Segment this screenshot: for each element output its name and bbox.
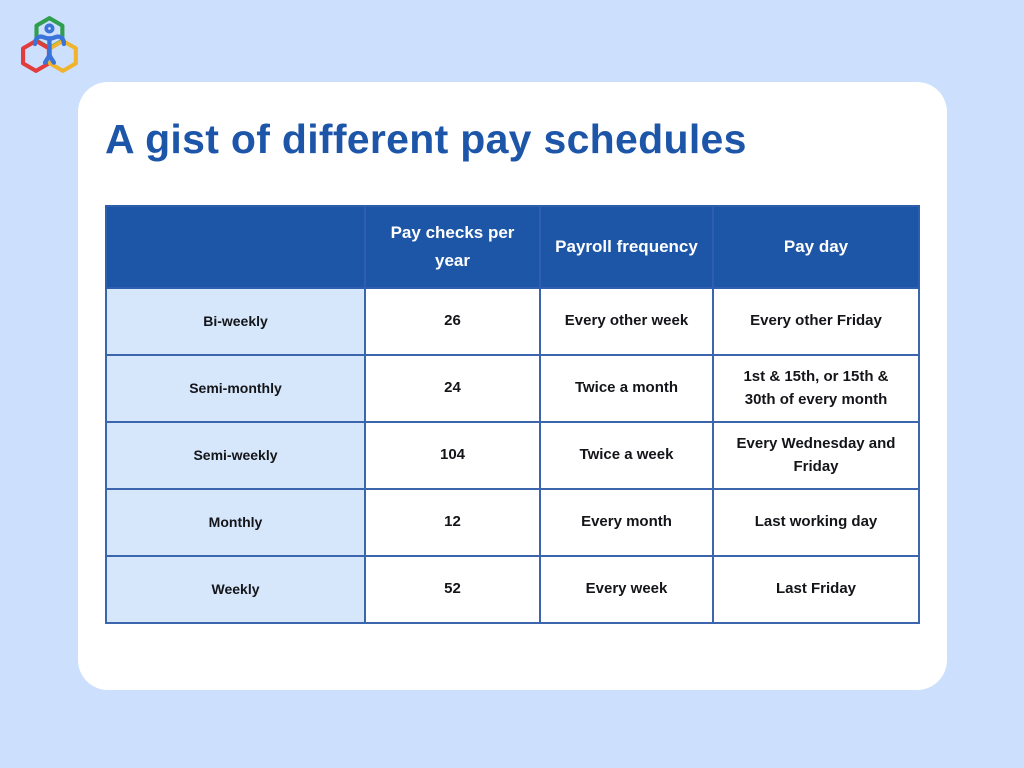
table-row-monthly <box>106 489 919 556</box>
header-cell-empty <box>106 206 365 288</box>
row-label-biweekly: Bi-weekly <box>106 288 365 355</box>
cell-weekly-payday: Last Friday <box>713 556 919 623</box>
row-label-monthly: Monthly <box>106 489 365 556</box>
table-row-biweekly <box>106 288 919 355</box>
cell-biweekly-frequency: Every other week <box>540 288 713 355</box>
row-label-semiweekly: Semi-weekly <box>106 422 365 489</box>
table-header-row <box>106 206 919 288</box>
header-cell-pay-day: Pay day <box>713 206 919 288</box>
table-row-semiweekly <box>106 422 919 489</box>
cell-monthly-frequency: Every month <box>540 489 713 556</box>
header-cell-payroll-frequency: Payroll frequency <box>540 206 713 288</box>
header-cell-paychecks-per-year: Pay checks per year <box>365 206 540 288</box>
cell-semiweekly-frequency: Twice a week <box>540 422 713 489</box>
cell-biweekly-checks: 26 <box>365 288 540 355</box>
cell-weekly-frequency: Every week <box>540 556 713 623</box>
cell-monthly-payday: Last working day <box>713 489 919 556</box>
cell-semimonthly-payday: 1st & 15th, or 15th & 30th of every month <box>713 355 919 422</box>
table-row-semimonthly <box>106 355 919 422</box>
cell-weekly-checks: 52 <box>365 556 540 623</box>
content-card <box>78 82 947 690</box>
cell-monthly-checks: 12 <box>365 489 540 556</box>
pay-schedules-table <box>105 205 920 624</box>
cell-semimonthly-checks: 24 <box>365 355 540 422</box>
cell-semimonthly-frequency: Twice a month <box>540 355 713 422</box>
cell-semiweekly-payday: Every Wednesday and Friday <box>713 422 919 489</box>
table-row-weekly <box>106 556 919 623</box>
row-label-semimonthly: Semi-monthly <box>106 355 365 422</box>
row-label-weekly: Weekly <box>106 556 365 623</box>
cell-semiweekly-checks: 104 <box>365 422 540 489</box>
page-title: A gist of different pay schedules <box>105 116 747 162</box>
cell-biweekly-payday: Every other Friday <box>713 288 919 355</box>
brand-logo-icon <box>21 14 81 76</box>
